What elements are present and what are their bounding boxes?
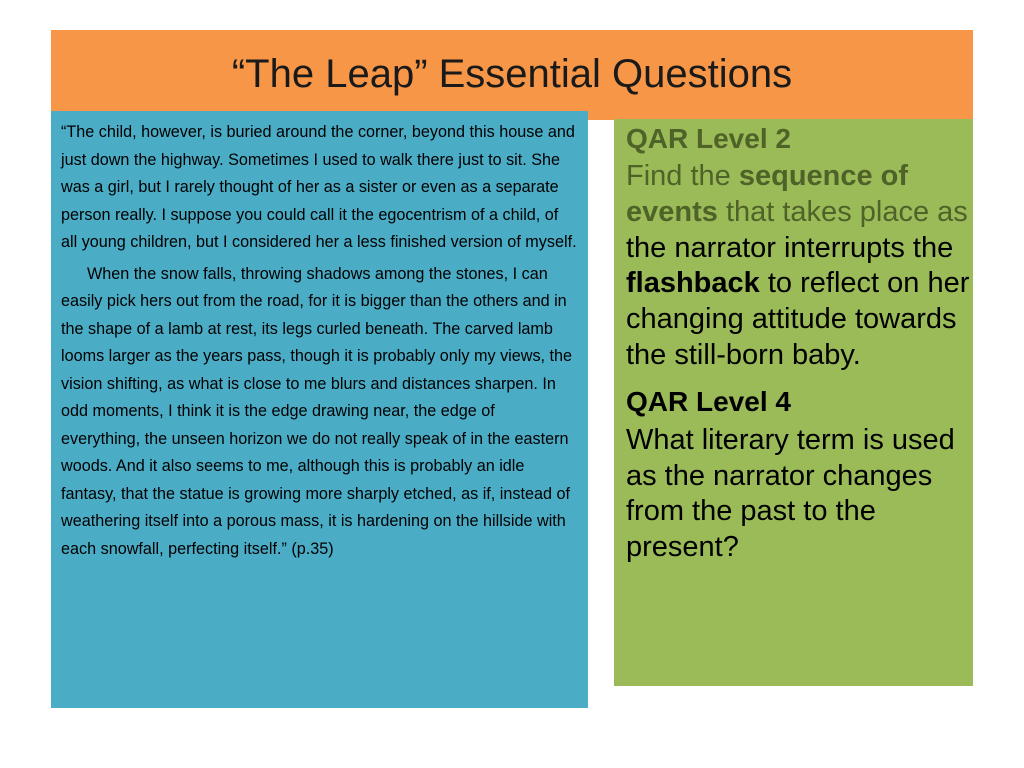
quote-paragraph-1: “The child, however, is buried around the corner, beyond this house and just down the highway. Sometimes I used to walk there just to sit. She was a girl, but I rarely thought of her as a sister or even as a separate person really. I suppose you could call it the egocentrism of a child, of all young children, but I considered her a less finished version of myself.	[61, 123, 577, 251]
qar-level-2-question	[626, 159, 973, 374]
q2-sequence-text: sequence of events	[626, 160, 909, 228]
title-bar	[51, 30, 973, 120]
qar-level-2-heading: QAR Level 2	[626, 123, 791, 154]
slide-title: “The Leap” Essential Questions	[231, 52, 793, 96]
q2-narrator-text: the narrator interrupts the	[626, 231, 954, 264]
q2-rest-text: to reflect on her changing attitude towards the still-born baby.	[626, 267, 970, 371]
q2-flashback-text: flashback	[626, 267, 760, 300]
qar-level-4-heading: QAR Level 4	[626, 385, 791, 417]
qar-box	[614, 119, 973, 686]
q2-takes-text: that takes place as	[717, 195, 968, 228]
quote-paragraph-2: When the snow falls, throwing shadows among the stones, I can easily pick hers out from the road, for it is bigger than the others and in the shape of a lamb at rest, its legs curled beneath. The carved lamb looms larger as the years pass, though it is probably only my views, the vision shifting, as what is close to me blurs and distances sharpen. In odd moments, I think it is the edge drawing near, the edge of everything, the unseen horizon we do not really speak of in the eastern woods. And it also seems to me, although this is probably an idle fantasy, that the statue is growing more sharply etched, as if, instead of weathering itself into a porous mass, it is hardening on the hillside with each snowfall, perfecting itself.” (p.35)	[61, 264, 573, 558]
quote-box	[51, 111, 588, 708]
qar-level-4-question: What literary term is used as the narrator changes from the past to the present?	[626, 423, 955, 564]
q2-find-text: Find the	[626, 160, 739, 192]
